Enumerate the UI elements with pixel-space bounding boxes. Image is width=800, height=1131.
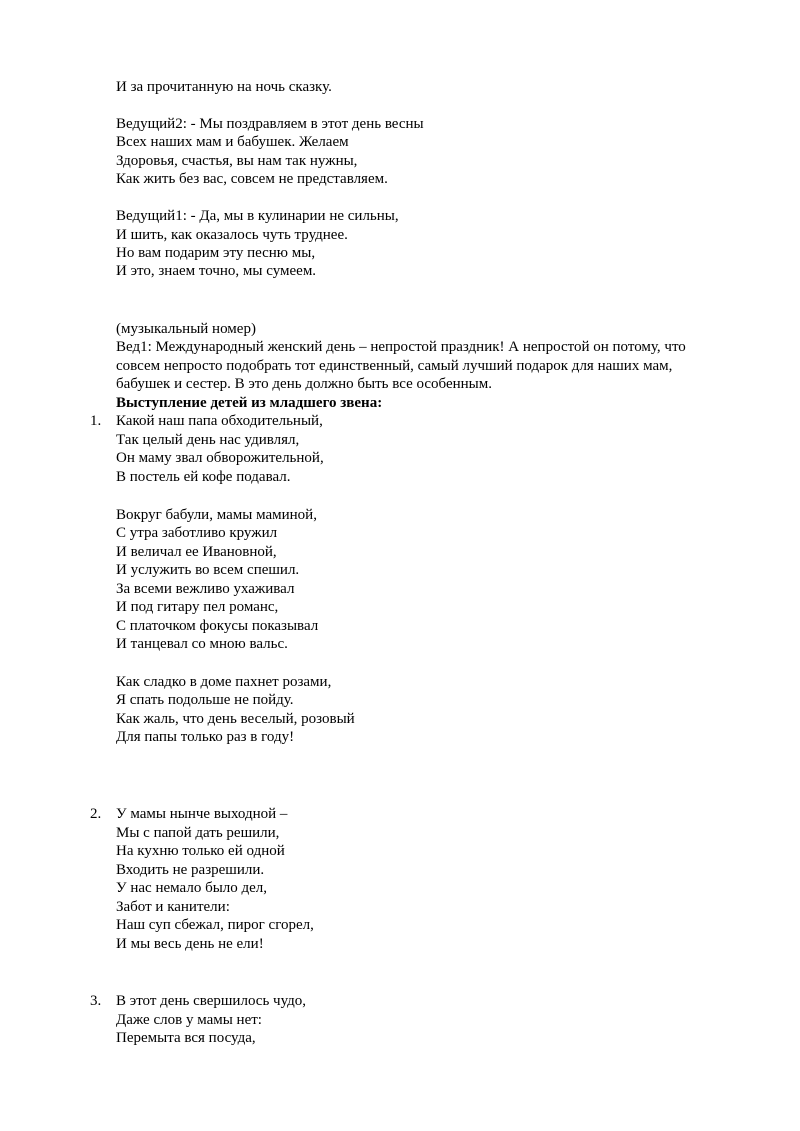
list-number: 1. — [90, 413, 102, 429]
host2-line: Здоровья, счастья, вы нам так нужны, — [116, 153, 358, 169]
host1-line: И это, знаем точно, мы сумеем. — [116, 263, 317, 279]
list-number: 2. — [90, 806, 102, 822]
poem1-line: Какой наш папа обходительный, — [116, 413, 323, 429]
poem1-line: С утра заботливо кружил — [116, 525, 278, 541]
poem2-line: Мы с папой дать решили, — [116, 825, 280, 841]
poem3-line: Перемыта вся посуда, — [116, 1030, 256, 1046]
poem1-line: И величал ее Ивановной, — [116, 544, 277, 560]
host1-line: И шить, как оказалось чуть труднее. — [116, 227, 348, 243]
section-heading: Выступление детей из младшего звена: — [116, 395, 383, 411]
ved1-line: совсем непросто подобрать тот единственный, самый лучший подарок для наших мам, — [116, 358, 673, 374]
poem1-line: В постель ей кофе подавал. — [116, 469, 291, 485]
host2-line: Всех наших мам и бабушек. Желаем — [116, 134, 349, 150]
poem2-line: Входить не разрешили. — [116, 862, 265, 878]
poem2-line: И мы весь день не ели! — [116, 936, 264, 952]
poem3-line: В этот день свершилось чудо, — [116, 993, 307, 1009]
host1-line: Ведущий1: - Да, мы в кулинарии не сильны, — [116, 208, 399, 224]
poem1-line: Вокруг бабули, мамы маминой, — [116, 507, 317, 523]
poem2-line: Забот и канители: — [116, 899, 230, 915]
poem2-line: Наш суп сбежал, пирог сгорел, — [116, 917, 314, 933]
list-number: 3. — [90, 993, 102, 1009]
host2-line: Как жить без вас, совсем не представляем. — [116, 171, 388, 187]
poem2-line: На кухню только ей одной — [116, 843, 285, 859]
poem1-line: Как сладко в доме пахнет розами, — [116, 674, 332, 690]
poem3-line: Даже слов у мамы нет: — [116, 1012, 262, 1028]
host1-line: Но вам подарим эту песню мы, — [116, 245, 316, 261]
poem1-line: За всеми вежливо ухаживал — [116, 581, 295, 597]
intro-line: И за прочитанную на ночь сказку. — [116, 79, 332, 95]
poem1-line: Для папы только раз в году! — [116, 729, 295, 745]
poem1-line: Как жаль, что день веселый, розовый — [116, 711, 355, 727]
poem2-line: У нас немало было дел, — [116, 880, 268, 896]
poem1-line: Он маму звал обворожительной, — [116, 450, 324, 466]
poem1-line: С платочком фокусы показывал — [116, 618, 319, 634]
poem1-line: Так целый день нас удивлял, — [116, 432, 300, 448]
music-note: (музыкальный номер) — [116, 321, 256, 337]
poem1-line: И услужить во всем спешил. — [116, 562, 300, 578]
poem1-line: И под гитару пел романс, — [116, 599, 279, 615]
poem1-line: Я спать подольше не пойду. — [116, 692, 294, 708]
ved1-line: Вед1: Международный женский день – непростой праздник! А непростой он потому, что — [116, 339, 686, 355]
ved1-line: бабушек и сестер. В это день должно быть все особенным. — [116, 376, 492, 392]
poem1-line: И танцевал со мною вальс. — [116, 636, 288, 652]
host2-line: Ведущий2: - Мы поздравляем в этот день весны — [116, 116, 424, 132]
poem2-line: У мамы нынче выходной – — [116, 806, 288, 822]
